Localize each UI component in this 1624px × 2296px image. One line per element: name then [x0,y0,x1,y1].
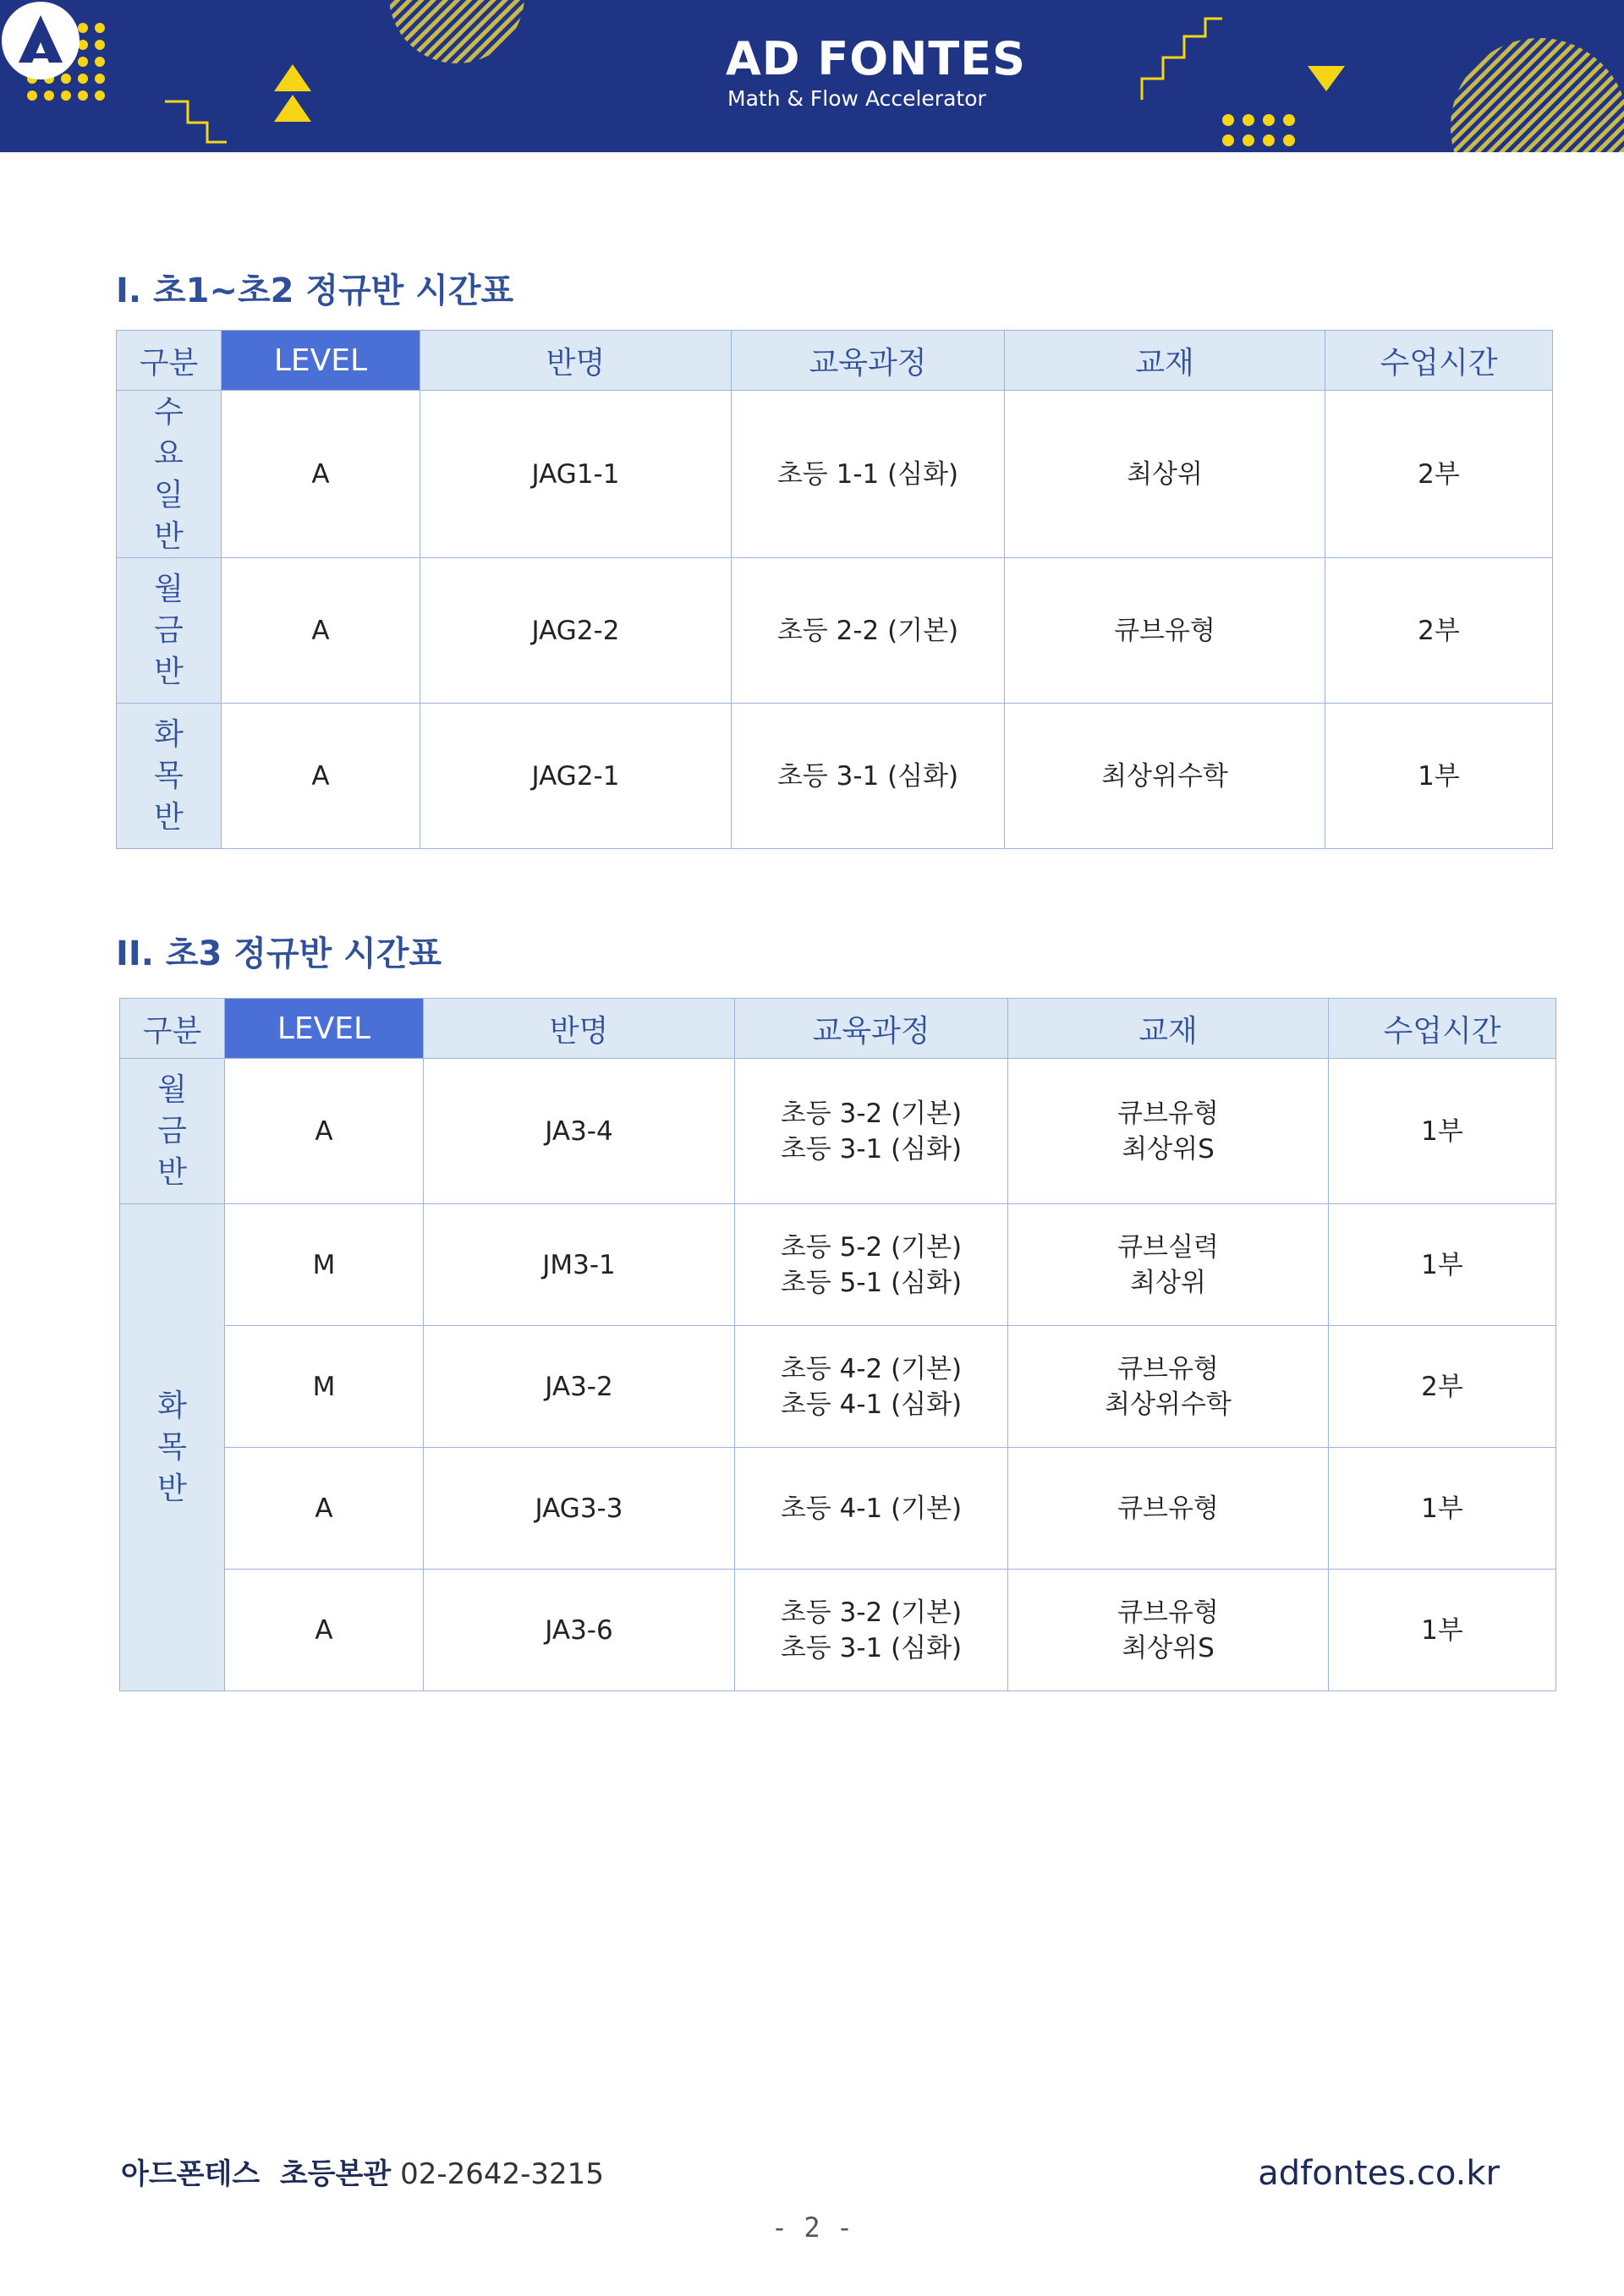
table-row [120,1570,1556,1691]
class-cell: JA3-4 [424,1059,735,1204]
col-class: 반명 [424,999,735,1059]
level-cell: A [222,704,420,849]
level-cell: M [225,1204,424,1326]
brand-name: AD FONTES [726,32,1027,85]
table-row [120,1059,1556,1204]
striped-circle-top [389,0,524,63]
timetable-1 [116,330,1553,849]
book-cell: 큐브유형 최상위수학 [1008,1326,1329,1448]
timetable-2 [119,998,1556,1691]
ad-fontes-logo-icon [0,0,81,81]
footer-phone: 02-2642-3215 [400,2157,604,2191]
time-cell: 2부 [1325,391,1553,558]
table-row [120,1326,1556,1448]
header-banner [0,0,1624,152]
group-cell: 화 목 반 [117,704,222,849]
table-row [117,704,1553,849]
curriculum-cell: 초등 3-1 (심화) [732,704,1005,849]
time-cell: 1부 [1329,1059,1556,1204]
group-cell: 수 요 일 반 [117,391,222,558]
curriculum-cell: 초등 3-2 (기본) 초등 3-1 (심화) [735,1570,1008,1691]
book-cell: 큐브유형 최상위S [1008,1570,1329,1691]
stair-line-right [1142,19,1222,100]
footer-website-link[interactable]: adfontes.co.kr [1258,2154,1500,2193]
book-cell: 큐브실력 최상위 [1008,1204,1329,1326]
col-book: 교재 [1008,999,1329,1059]
book-cell: 큐브유형 최상위S [1008,1059,1329,1204]
striped-circle-right [1451,38,1624,152]
curriculum-cell: 초등 2-2 (기본) [732,558,1005,704]
class-cell: JAG2-2 [420,558,732,704]
group-cell: 월 금 반 [117,558,222,704]
dot-grid-right [1222,114,1295,146]
table-row [120,1448,1556,1570]
table-row [120,1204,1556,1326]
curriculum-cell: 초등 4-1 (기본) [735,1448,1008,1570]
level-cell: A [222,558,420,704]
footer-contact [121,2155,604,2194]
triangle-up-1 [274,64,311,91]
class-cell: JAG1-1 [420,391,732,558]
level-cell: A [225,1059,424,1204]
class-cell: JM3-1 [424,1204,735,1326]
book-cell: 최상위 [1005,391,1325,558]
level-cell: M [225,1326,424,1448]
curriculum-cell: 초등 1-1 (심화) [732,391,1005,558]
table-header-row [117,331,1553,391]
time-cell: 2부 [1329,1326,1556,1448]
time-cell: 1부 [1329,1570,1556,1691]
col-group: 구분 [117,331,222,391]
curriculum-cell: 초등 5-2 (기본) 초등 5-1 (심화) [735,1204,1008,1326]
book-cell: 큐브유형 [1008,1448,1329,1570]
curriculum-cell: 초등 3-2 (기본) 초등 3-1 (심화) [735,1059,1008,1204]
col-curriculum: 교육과정 [732,331,1005,391]
table-row [117,558,1553,704]
col-group: 구분 [120,999,225,1059]
time-cell: 1부 [1325,704,1553,849]
section-1-title: I. 초1~초2 정규반 시간표 [116,271,514,310]
book-cell: 최상위수학 [1005,704,1325,849]
col-time: 수업시간 [1325,331,1553,391]
stair-line-left [165,101,227,142]
time-cell: 1부 [1329,1448,1556,1570]
class-cell: JA3-2 [424,1326,735,1448]
level-cell: A [225,1448,424,1570]
group-cell: 월 금 반 [120,1059,225,1204]
col-level: LEVEL [225,999,424,1059]
group-cell: 화 목 반 [120,1204,225,1691]
time-cell: 1부 [1329,1204,1556,1326]
class-cell: JA3-6 [424,1570,735,1691]
curriculum-cell: 초등 4-2 (기본) 초등 4-1 (심화) [735,1326,1008,1448]
book-cell: 큐브유형 [1005,558,1325,704]
col-time: 수업시간 [1329,999,1556,1059]
col-book: 교재 [1005,331,1325,391]
col-class: 반명 [420,331,732,391]
level-cell: A [225,1570,424,1691]
footer-org: 아드폰테스 초등본관 [121,2157,392,2191]
col-curriculum: 교육과정 [735,999,1008,1059]
table-row [117,391,1553,558]
brand-tagline: Math & Flow Accelerator [727,86,986,111]
class-cell: JAG3-3 [424,1448,735,1570]
col-level: LEVEL [222,331,420,391]
triangle-up-2 [274,95,311,122]
page-number: - 2 - [771,2211,853,2244]
time-cell: 2부 [1325,558,1553,704]
section-2-title: II. 초3 정규반 시간표 [116,934,442,973]
level-cell: A [222,391,420,558]
triangle-down [1308,66,1345,91]
table-header-row [120,999,1556,1059]
class-cell: JAG2-1 [420,704,732,849]
